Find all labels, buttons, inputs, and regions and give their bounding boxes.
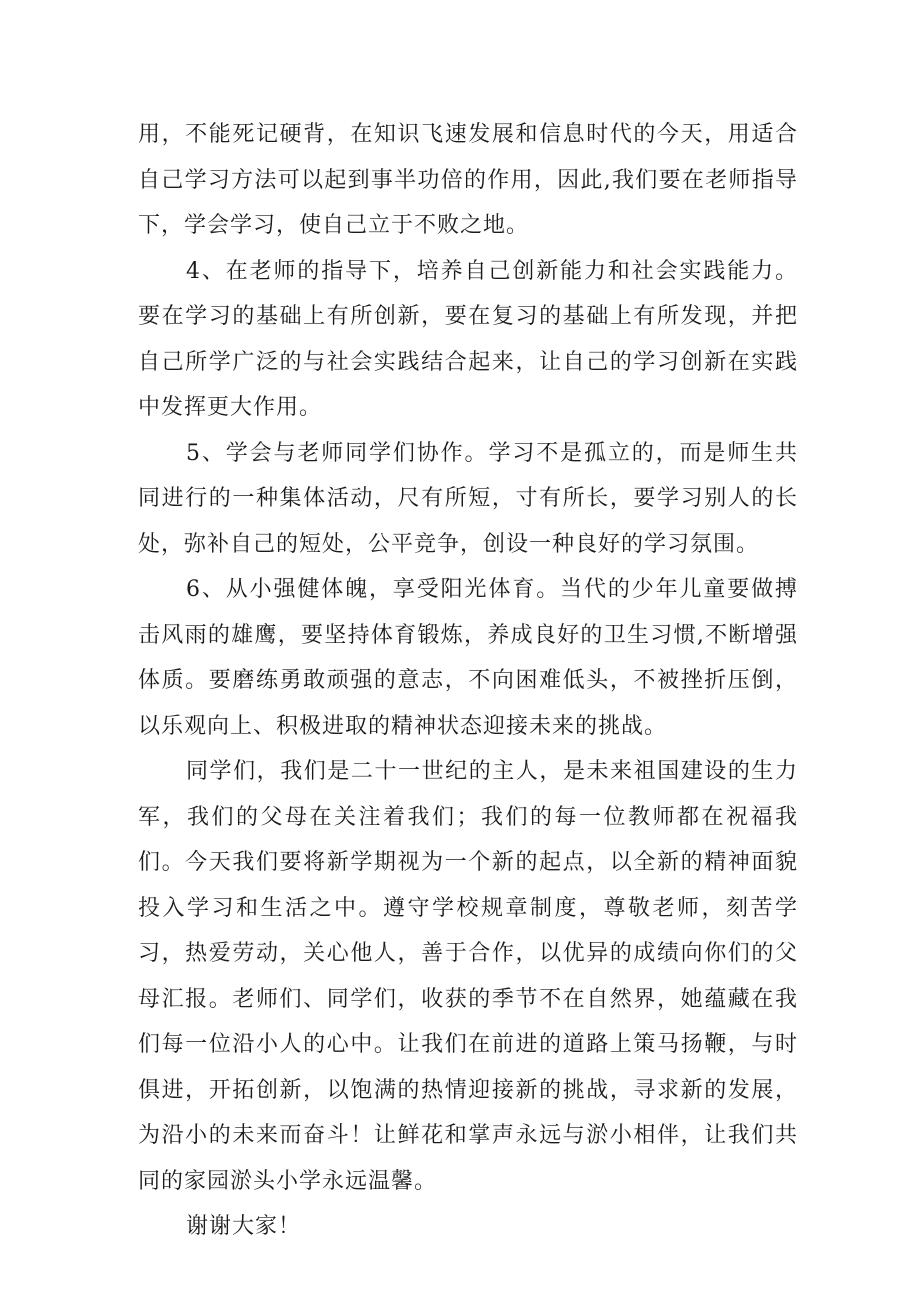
paragraph-point-6: 6、从小强健体魄，享受阳光体育。当代的少年儿童要做搏击风雨的雄鹰，要坚持体育锻炼，养成良好的卫生习惯,不断增强体质。要磨练勇敢顽强的意志，不向困难低头，不被挫折压倒，以乐观向上、积极进取的精神状态迎接未来的挑战。 <box>138 577 798 739</box>
speech-body <box>138 112 798 1250</box>
paragraph-thanks: 谢谢大家！ <box>186 1214 302 1239</box>
paragraph-point-4: 4、在老师的指导下，培养自己创新能力和社会实践能力。要在学习的基础上有所创新，要在复习的基础上有所发现，并把自己所学广泛的与社会实践结合起来，让自己的学习创新在实践中发挥更大作用。 <box>138 258 798 420</box>
paragraph-conclusion: 同学们，我们是二十一世纪的主人，是未来祖国建设的生力军，我们的父母在关注着我们；我们的每一位教师都在祝福我们。今天我们要将新学期视为一个新的起点，以全新的精神面貌投入学习和生活之中。遵守学校规章制度，尊敬老师，刻苦学习，热爱劳动，关心他人，善于合作，以优异的成绩向你们的父母汇报。老师们、同学们，收获的季节不在自然界，她蕴藏在我们每一位沿小人的心中。让我们在前进的道路上策马扬鞭，与时俱进，开拓创新，以饱满的热情迎接新的挑战，寻求新的发展，为沿小的未来而奋斗！让鲜花和掌声永远与淤小相伴，让我们共同的家园淤头小学永远温馨。 <box>138 759 798 1194</box>
paragraph-point-5: 5、学会与老师同学们协作。学习不是孤立的，而是师生共同进行的一种集体活动，尺有所短，寸有所长，要学习别人的长处，弥补自己的短处，公平竞争，创设一种良好的学习氛围。 <box>138 440 798 557</box>
paragraph-continuation: 用，不能死记硬背，在知识飞速发展和信息时代的今天，用适合自己学习方法可以起到事半功倍的作用，因此,我们要在老师指导下，学会学习，使自己立于不败之地。 <box>138 122 798 238</box>
